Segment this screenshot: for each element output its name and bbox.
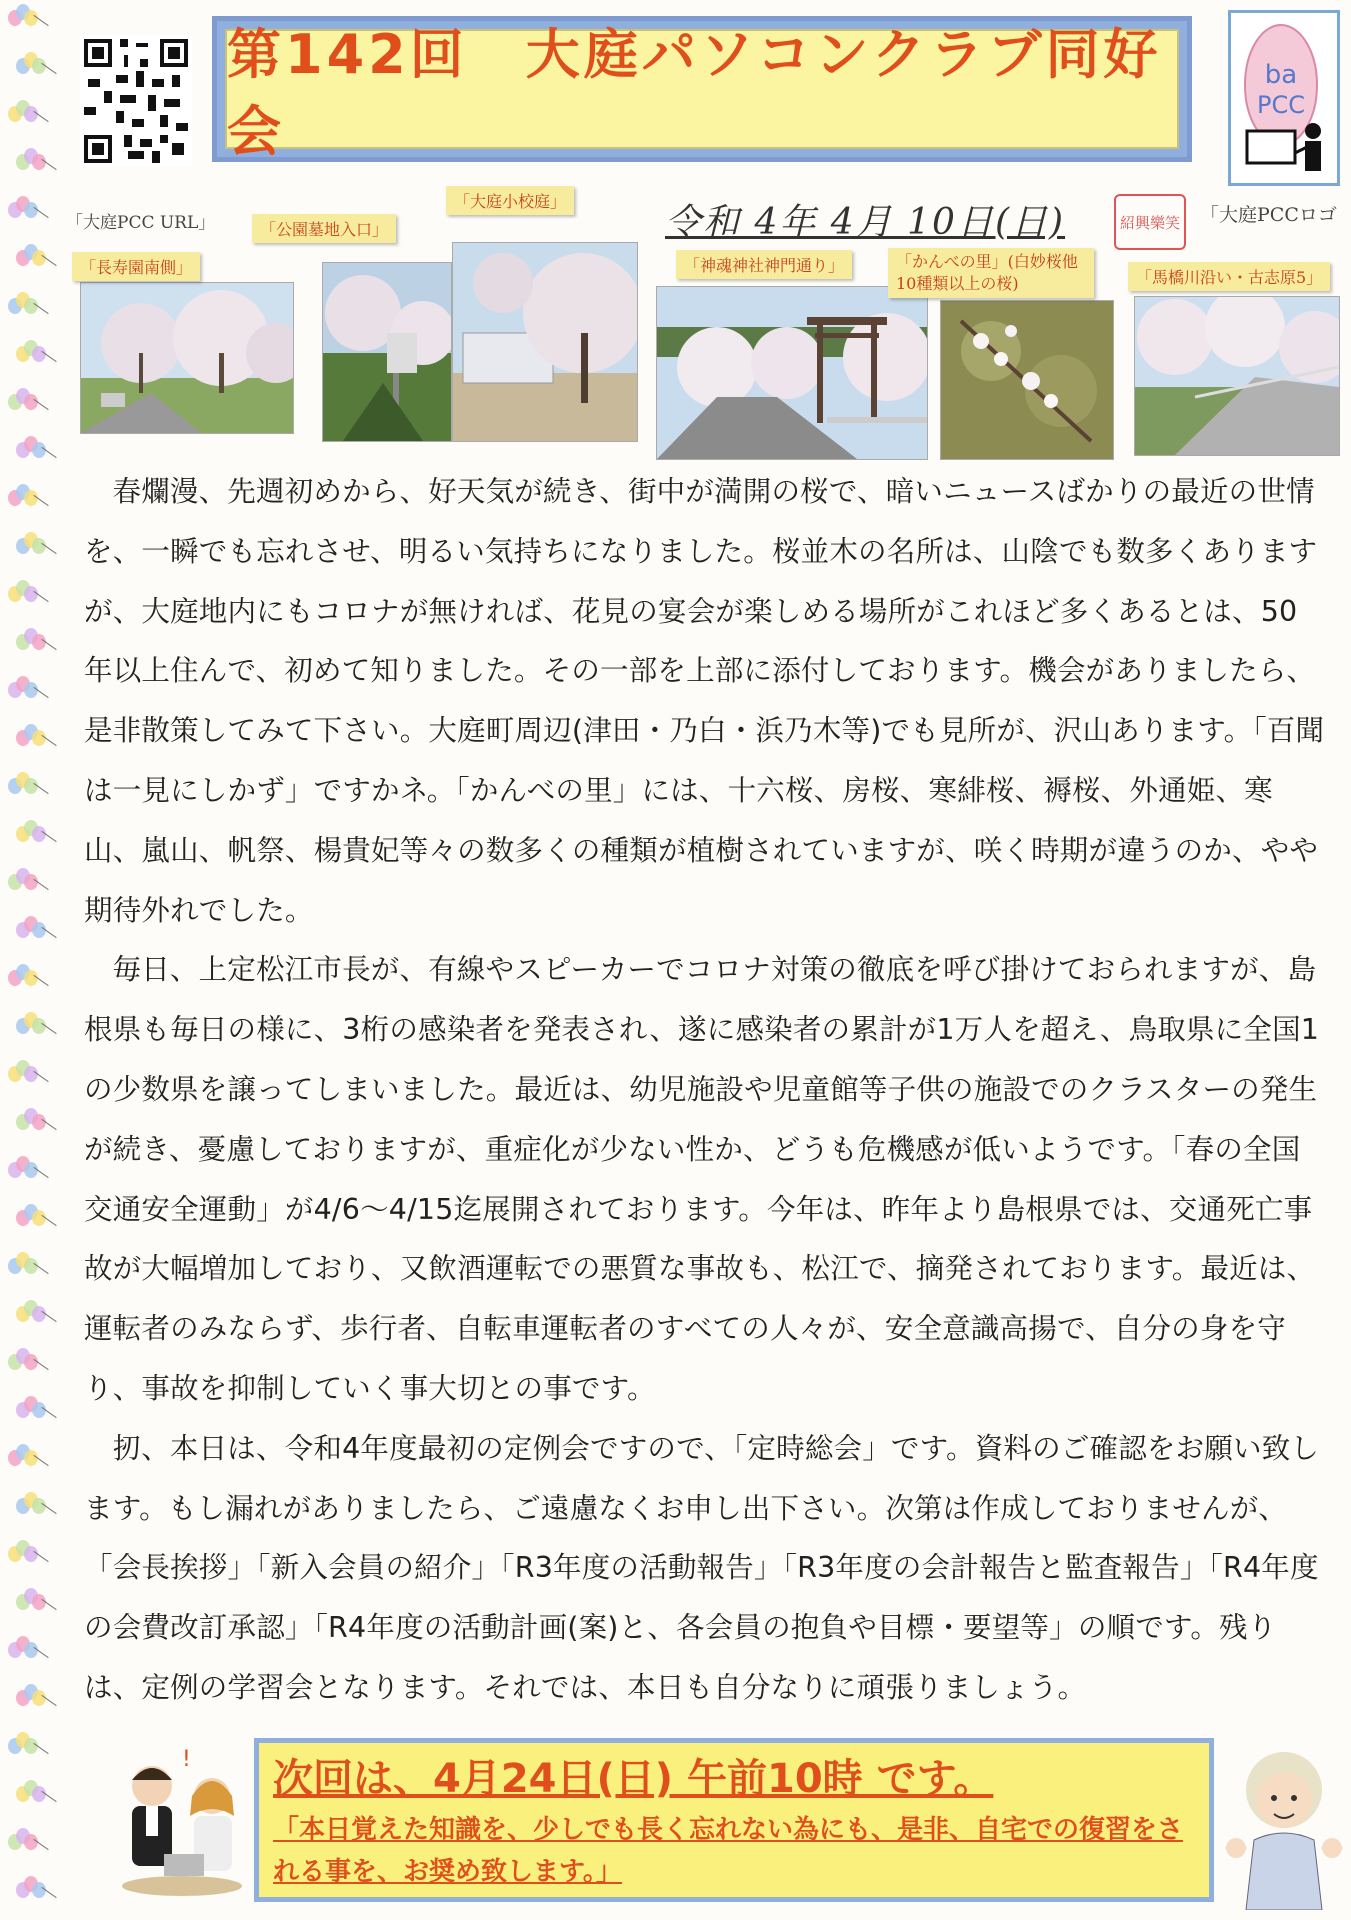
balloon-decoration bbox=[16, 1108, 60, 1138]
seal-stamp bbox=[1114, 194, 1186, 250]
balloon-decoration bbox=[8, 196, 52, 226]
balloon-decoration bbox=[16, 1300, 60, 1330]
balloon-decoration bbox=[8, 868, 52, 898]
photo-caption: 「かんべの里」(白妙桜他10種類以上の桜) bbox=[888, 248, 1094, 298]
meeting-date: 令和 4年 4月 10日(日) bbox=[665, 202, 1066, 243]
paragraph-covid: 毎日、上定松江市長が、有線やスピーカーでコロナ対策の徹底を呼び掛けておられますが、島根県も毎日の様に、3桁の感染者を発表され、遂に感染者の累計が1万人を超え、鳥取県に全国1の少数県を譲ってしまいました。最近は、幼児施設や児童館等子供の施設でのクラスターの発生が続き、憂慮しておりますが、重症化が少ない性か、どうも危機感が低いようです。「春の全国交通安全運動」が4/6～4/15迄展開されております。今年は、昨年より島根県では、交通死亡事故が大幅増加しており、又飲酒運転での悪質な事故も、松江で、摘発されております。最近は、運転者のみならず、歩行者、自転車運転者のすべての人々が、安全意識高揚で、自分の身を守り、事故を抑制していく事大切との事です。 bbox=[84, 953, 1320, 1405]
logo-icon bbox=[1231, 13, 1337, 183]
balloon-decoration bbox=[8, 1540, 52, 1570]
balloon-decoration bbox=[16, 724, 60, 754]
next-meeting-title: 次回は、4月24日(日) 午前10時 です。 bbox=[273, 1756, 994, 1802]
page-title: 第142回 大庭パソコンクラブ同好会 bbox=[227, 23, 1162, 163]
qr-code bbox=[80, 34, 192, 168]
balloon-decoration bbox=[16, 1204, 60, 1234]
balloon-decoration bbox=[16, 532, 60, 562]
balloon-decoration bbox=[16, 1492, 60, 1522]
balloon-decoration bbox=[16, 244, 60, 274]
balloon-decoration bbox=[8, 292, 52, 322]
photo-caption: 「長寿園南側」 bbox=[72, 252, 200, 281]
balloon-decoration bbox=[8, 100, 52, 130]
qr-caption: 「大庭PCC URL」 bbox=[66, 213, 216, 233]
stamp-char: 笑 bbox=[1165, 213, 1181, 232]
balloon-decoration bbox=[8, 772, 52, 802]
balloon-decoration bbox=[16, 1876, 60, 1906]
review-message: 「本日覚えた知識を、少しでも長く忘れない為にも、是非、自宅での復習をされる事を、お奨め致します。」 bbox=[273, 1815, 1184, 1887]
article-body bbox=[84, 462, 1326, 1718]
balloon-decoration bbox=[8, 484, 52, 514]
balloon-decoration bbox=[16, 1780, 60, 1810]
people-illustration bbox=[112, 1736, 252, 1906]
logo-text-top: ba bbox=[1264, 60, 1298, 90]
balloon-decoration bbox=[16, 148, 60, 178]
balloon-decoration bbox=[8, 388, 52, 418]
photo-caption: 「馬橋川沿い・古志原5」 bbox=[1128, 262, 1330, 291]
balloon-decoration bbox=[8, 1348, 52, 1378]
balloon-decoration bbox=[8, 676, 52, 706]
club-logo bbox=[1228, 10, 1340, 186]
balloon-border bbox=[0, 0, 78, 1920]
balloon-decoration bbox=[16, 340, 60, 370]
photo-cemetery bbox=[322, 262, 452, 442]
balloon-decoration bbox=[16, 52, 60, 82]
photo-kamosu-shrine bbox=[656, 286, 928, 460]
photo-chojuen bbox=[80, 282, 294, 434]
balloon-decoration bbox=[8, 1444, 52, 1474]
photo-umahashi-river bbox=[1134, 296, 1340, 456]
stamp-char: 紹 bbox=[1119, 213, 1135, 232]
photo-kanbe-no-sato bbox=[940, 300, 1114, 460]
balloon-decoration bbox=[8, 964, 52, 994]
paragraph-meeting: 扨、本日は、令和4年度最初の定例会ですので、「定時総会」です。資料のご確認をお願い致します。もし漏れがありましたら、ご遠慮なくお申し出下さい。次第は作成しておりませんが、「会長挨拶」「新入会員の紹介」「R3年度の活動報告」「R3年度の会計報告と監査報告」「R4年度の会費改訂承認」「R4年度の活動計画(案)と、各会員の抱負や目標・要望等」の順です。残りは、定例の学習会となります。それでは、本日も自分なりに頑張りましょう。 bbox=[84, 1431, 1320, 1704]
balloon-decoration bbox=[16, 1396, 60, 1426]
balloon-decoration bbox=[16, 1012, 60, 1042]
paragraph-spring: 春爛漫、先週初めから、好天気が続き、街中が満開の桜で、暗いニュースばかりの最近の世情を、一瞬でも忘れさせ、明るい気持ちになりました。桜並木の名所は、山陰でも数多くありますが、大庭地内にもコロナが無ければ、花見の宴会が楽しめる場所がこれほど多くあるとは、50年以上住んで、初めて知りました。その一部を上部に添付しております。機会がありましたら、是非散策してみて下さい。大庭町周辺(津田・乃白・浜乃木等)でも見所が、沢山あります。「百聞は一見にしかず」ですかネ。「かんべの里」には、十六桜、房桜、寒緋桜、褥桜、外通姫、寒山、嵐山、帆祭、楊貴妃等々の数多くの種類が植樹されていますが、咲く時期が違うのか、やや期待外れでした。 bbox=[84, 475, 1325, 927]
stamp-char: 興 bbox=[1134, 213, 1150, 232]
balloon-decoration bbox=[8, 4, 52, 34]
balloon-decoration bbox=[16, 436, 60, 466]
balloon-decoration bbox=[8, 1732, 52, 1762]
svg-text:!: ! bbox=[182, 1747, 191, 1772]
elder-illustration bbox=[1224, 1730, 1344, 1910]
balloon-decoration bbox=[8, 1060, 52, 1090]
balloon-decoration bbox=[8, 1828, 52, 1858]
stamp-char: 樂 bbox=[1150, 213, 1166, 232]
photo-oba-school bbox=[452, 242, 638, 442]
logo-caption: 「大庭PCCロゴ bbox=[1200, 204, 1337, 226]
title-banner bbox=[212, 16, 1192, 162]
balloon-decoration bbox=[8, 1636, 52, 1666]
balloon-decoration bbox=[16, 1588, 60, 1618]
photo-caption: 「神魂神社神門通り」 bbox=[676, 250, 852, 279]
logo-text-bottom: PCC bbox=[1257, 91, 1305, 119]
balloon-decoration bbox=[16, 820, 60, 850]
balloon-decoration bbox=[16, 628, 60, 658]
next-meeting-notice bbox=[254, 1738, 1214, 1902]
photo-caption: 「大庭小校庭」 bbox=[446, 186, 574, 215]
balloon-decoration bbox=[8, 1252, 52, 1282]
photo-caption: 「公園墓地入口」 bbox=[252, 214, 396, 243]
balloon-decoration bbox=[16, 916, 60, 946]
title-inner bbox=[225, 23, 1179, 163]
balloon-decoration bbox=[8, 1156, 52, 1186]
balloon-decoration bbox=[16, 1684, 60, 1714]
balloon-decoration bbox=[8, 580, 52, 610]
